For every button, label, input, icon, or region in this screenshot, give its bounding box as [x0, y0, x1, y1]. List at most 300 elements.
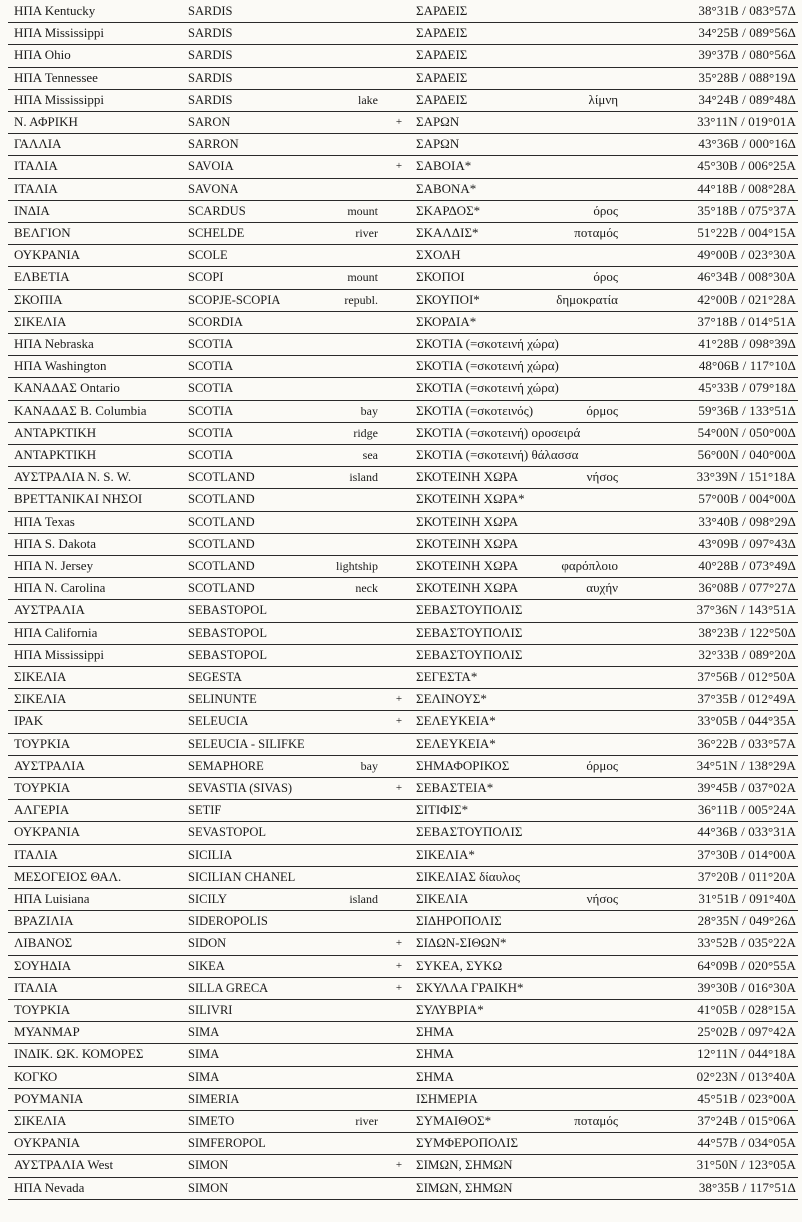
greek-name-cell: ΣΚΟΠΟΙ	[416, 269, 465, 285]
table-row	[8, 422, 798, 445]
coordinates-cell: 36°08Β / 077°27Δ	[698, 580, 796, 596]
feature-type-cell: lightship	[335, 559, 378, 573]
place-name-cell: SCOTIA	[188, 337, 234, 351]
table-row	[8, 1110, 798, 1133]
greek-name-cell: ΣΕΒΑΣΤΟΥΠΟΛΙΣ	[416, 646, 523, 662]
country-cell: ΙΡΑΚ	[14, 713, 44, 729]
place-name-cell: SARDIS	[188, 4, 233, 18]
greek-name-cell: ΣΗΜΑΦΟΡΙΚΟΣ	[416, 757, 510, 773]
country-cell: ΑΥΣΤΡΑΛΙΑ N. S. W.	[14, 469, 132, 485]
country-cell: ΟΥΚΡΑΝΙΑ	[14, 247, 81, 263]
place-name-cell: SCOTIA	[188, 448, 234, 462]
feature-type-cell: bay	[360, 403, 378, 418]
table-row	[8, 755, 798, 778]
coordinates-cell: 33°52Β / 035°22Α	[697, 935, 796, 951]
table-row	[8, 377, 798, 400]
place-name-cell: SCOTLAND	[188, 581, 255, 596]
coordinates-cell: 46°34Β / 008°30Α	[697, 269, 796, 285]
greek-name-cell: ΣΚΟΤΕΙΝΗ ΧΩΡΑ	[416, 469, 519, 485]
feature-type-cell: neck	[355, 581, 378, 596]
greek-name-cell: ΣΕΛΕΥΚΕΙΑ*	[416, 713, 496, 729]
greek-name-cell: ΣΑΡΩΝ	[416, 136, 460, 152]
table-row	[8, 1066, 798, 1089]
country-cell: ΙΤΑΛΙΑ	[14, 158, 58, 174]
coordinates-cell: 44°57Β / 034°05Α	[697, 1135, 796, 1151]
coordinates-cell: 59°36Β / 133°51Δ	[698, 402, 796, 418]
country-cell: ΤΟΥΡΚΙΑ	[14, 735, 71, 751]
table-row	[8, 155, 798, 178]
coordinates-cell: 36°11Β / 005°24Α	[697, 802, 796, 818]
coordinates-cell: 45°33Β / 079°18Δ	[698, 380, 796, 396]
coordinates-cell: 35°28Β / 088°19Δ	[698, 69, 796, 85]
greek-feature-cell: λίμνη	[588, 91, 618, 107]
table-row	[8, 488, 798, 511]
country-cell: ΗΠΑ Texas	[14, 513, 75, 529]
table-row	[8, 844, 798, 867]
coordinates-cell: 37°36Ν / 143°51Α	[696, 602, 796, 618]
ancient-marker: +	[395, 693, 403, 706]
greek-name-cell: ΣΚΟΤΕΙΝΗ ΧΩΡΑ	[416, 558, 519, 573]
place-name-cell: SIMON	[188, 1158, 229, 1173]
greek-feature-cell: όρμος	[586, 402, 618, 418]
place-name-cell: SIMETO	[188, 1114, 235, 1128]
ancient-marker: +	[395, 981, 403, 994]
place-name-cell: SAVONA	[188, 181, 239, 196]
ancient-marker: +	[395, 715, 403, 728]
place-name-cell: SCORDIA	[188, 314, 243, 329]
place-name-cell: SEBASTOPOL	[188, 625, 267, 640]
place-name-cell: SILLA GRECA	[188, 980, 269, 995]
country-cell: ΤΟΥΡΚΙΑ	[14, 1002, 71, 1017]
place-name-cell: SIMFEROPOL	[188, 1136, 266, 1151]
table-row	[8, 777, 798, 800]
greek-name-cell: ΣΥΜΑΙΘΟΣ*	[416, 1113, 492, 1128]
greek-name-cell: ΣΚΟΤΙΑ (=σκοτεινή) οροσειρά	[416, 424, 581, 440]
place-name-cell: SIMA	[188, 1069, 220, 1084]
greek-name-cell: ΣΚΟΤΙΑ (=σκοτεινή χώρα)	[416, 380, 559, 396]
greek-name-cell: ΣΗΜΑ	[416, 1046, 454, 1062]
greek-name-cell: ΣΑΡΔΕΙΣ	[416, 47, 468, 63]
table-row	[8, 1154, 798, 1177]
country-cell: ΑΝΤΑΡΚΤΙΚΗ	[14, 424, 97, 440]
country-cell: ΒΕΛΓΙΟΝ	[14, 225, 71, 240]
greek-feature-cell: αυχήν	[586, 580, 618, 596]
feature-type-cell: republ.	[344, 292, 378, 307]
coordinates-cell: 39°37Β / 080°56Δ	[698, 47, 796, 63]
place-name-cell: SARDIS	[188, 26, 233, 41]
coordinates-cell: 38°31Β / 083°57Δ	[698, 3, 796, 18]
greek-feature-cell: όρος	[593, 269, 618, 285]
country-cell: ΙΤΑΛΙΑ	[14, 180, 58, 196]
place-name-cell: SCOTLAND	[188, 559, 255, 573]
country-cell: ΗΠΑ Nebraska	[14, 336, 94, 351]
place-name-cell: SCOTLAND	[188, 536, 255, 551]
table-row	[8, 266, 798, 289]
coordinates-cell: 37°30Β / 014°00Α	[697, 846, 796, 862]
coordinates-cell: 12°11Ν / 044°18Α	[697, 1046, 796, 1062]
coordinates-cell: 40°28Β / 073°49Δ	[698, 558, 796, 573]
country-cell: ΗΠΑ Mississippi	[14, 91, 104, 107]
table-row	[8, 400, 798, 423]
greek-feature-cell: όρμος	[586, 757, 618, 773]
coordinates-cell: 54°00Ν / 050°00Δ	[697, 424, 796, 440]
place-name-cell: SIMA	[188, 1047, 220, 1062]
ancient-marker: +	[395, 959, 403, 972]
feature-type-cell: bay	[360, 758, 378, 773]
coordinates-cell: 56°00Ν / 040°00Δ	[697, 447, 796, 462]
greek-name-cell: ΣΑΒΟΙΑ*	[416, 158, 472, 174]
coordinates-cell: 37°24Β / 015°06Α	[697, 1113, 796, 1128]
place-name-cell: SCOTLAND	[188, 470, 255, 485]
country-cell: ΗΠΑ Ohio	[14, 47, 71, 63]
country-cell: ΟΥΚΡΑΝΙΑ	[14, 1135, 81, 1151]
place-name-cell: SCOTIA	[188, 381, 234, 396]
country-cell: Ν. ΑΦΡΙΚΗ	[14, 114, 78, 129]
place-name-cell: SIDEROPOLIS	[188, 914, 268, 929]
country-cell: ΗΠΑ Mississippi	[14, 25, 104, 41]
coordinates-cell: 31°50Ν / 123°05Α	[696, 1157, 796, 1173]
greek-name-cell: ΣΥΚΕΑ, ΣΥΚΩ	[416, 957, 503, 973]
place-name-cell: SCHELDE	[188, 226, 245, 240]
place-name-cell: SEVASTOPOL	[188, 825, 267, 840]
greek-name-cell: ΣΕΒΑΣΤΟΥΠΟΛΙΣ	[416, 824, 523, 840]
place-name-cell: SIKEA	[188, 958, 225, 973]
greek-name-cell: ΣΑΡΔΕΙΣ	[416, 3, 468, 18]
place-name-cell: SCARDUS	[188, 203, 246, 218]
place-name-cell: SARON	[188, 115, 231, 129]
place-name-cell: SARDIS	[188, 48, 233, 63]
coordinates-cell: 44°18Β / 008°28Α	[697, 180, 796, 196]
coordinates-cell: 33°39Ν / 151°18Α	[696, 469, 796, 485]
feature-type-cell: island	[349, 470, 378, 485]
place-name-cell: SCOTIA	[188, 403, 234, 418]
greek-name-cell: ΣΙΜΩΝ, ΣΗΜΩΝ	[416, 1157, 513, 1173]
table-row	[8, 599, 798, 622]
greek-name-cell: ΣΕΛΕΥΚΕΙΑ*	[416, 735, 496, 751]
feature-type-cell: mount	[347, 203, 378, 218]
coordinates-cell: 34°51Ν / 138°29Α	[696, 757, 796, 773]
greek-name-cell: ΣΚΥΛΛΑ ΓΡΑΙΚΗ*	[416, 979, 524, 995]
place-name-cell: SARDIS	[188, 92, 233, 107]
ancient-marker: +	[395, 1159, 403, 1172]
coordinates-cell: 35°18Β / 075°37Α	[697, 202, 796, 218]
country-cell: ΗΠΑ S. Dakota	[14, 535, 96, 551]
table-row	[8, 799, 798, 822]
greek-name-cell: ΣΕΛΙΝΟΥΣ*	[416, 691, 487, 707]
table-row	[8, 999, 798, 1022]
greek-name-cell: ΣΙΚΕΛΙΑ*	[416, 846, 475, 862]
table-row	[8, 200, 798, 223]
table-row	[8, 111, 798, 134]
country-cell: ΡΟΥΜΑΝΙΑ	[14, 1090, 84, 1106]
table-row	[8, 1177, 798, 1200]
greek-name-cell: ΣΕΒΑΣΤΕΙΑ*	[416, 780, 494, 795]
greek-name-cell: ΣΚΟΥΠΟΙ*	[416, 291, 480, 307]
table-row	[8, 511, 798, 534]
coordinates-cell: 51°22Β / 004°15Α	[697, 225, 796, 240]
greek-name-cell: ΣΕΒΑΣΤΟΥΠΟΛΙΣ	[416, 624, 523, 640]
table-row	[8, 577, 798, 600]
place-name-cell: SAVOIA	[188, 159, 234, 174]
greek-name-cell: ΣΙΔΗΡΟΠΟΛΙΣ	[416, 913, 502, 929]
table-row	[8, 932, 798, 955]
place-name-cell: SARDIS	[188, 70, 233, 85]
country-cell: ΤΟΥΡΚΙΑ	[14, 780, 71, 795]
place-name-cell: SEBASTOPOL	[188, 603, 267, 618]
country-cell: ΑΥΣΤΡΑΛΙΑ	[14, 757, 85, 773]
place-name-cell: SARRON	[188, 137, 239, 152]
coordinates-cell: 38°35Β / 117°51Δ	[698, 1179, 796, 1195]
table-row	[8, 244, 798, 267]
greek-name-cell: ΣΚΟΤΙΑ (=σκοτεινή) θάλασσα	[416, 447, 579, 462]
coordinates-cell: 41°28Β / 098°39Δ	[698, 336, 796, 351]
table-row	[8, 688, 798, 711]
greek-feature-cell: δημοκρατία	[556, 291, 618, 307]
greek-name-cell: ΣΑΡΔΕΙΣ	[416, 91, 468, 107]
greek-name-cell: ΣΥΛΥΒΡΙΑ*	[416, 1002, 484, 1017]
coordinates-cell: 33°40Β / 098°29Δ	[698, 513, 796, 529]
country-cell: ΜΕΣΟΓΕΙΟΣ ΘΑΛ.	[14, 868, 122, 884]
table-row	[8, 355, 798, 378]
place-name-cell: SELINUNTE	[188, 692, 257, 707]
country-cell: ΗΠΑ Washington	[14, 358, 107, 374]
country-cell: ΑΛΓΕΡΙΑ	[14, 802, 70, 818]
place-name-cell: SILIVRI	[188, 1003, 233, 1017]
country-cell: ΙΝΔΙΑ	[14, 202, 50, 218]
table-row	[8, 710, 798, 733]
coordinates-cell: 64°09Β / 020°55Α	[697, 957, 796, 973]
greek-name-cell: ΣΚΟΤΙΑ (=σκοτεινή χώρα)	[416, 358, 559, 374]
table-row	[8, 555, 798, 578]
coordinates-cell: 32°33Β / 089°20Δ	[698, 646, 796, 662]
table-row	[8, 533, 798, 556]
country-cell: ΗΠΑ Kentucky	[14, 3, 96, 18]
feature-type-cell: island	[349, 892, 378, 906]
table-row	[8, 311, 798, 334]
place-name-cell: SELEUCIA	[188, 714, 249, 729]
coordinates-cell: 36°22Β / 033°57Α	[697, 735, 796, 751]
greek-name-cell: ΣΚΟΡΔΙΑ*	[416, 313, 477, 329]
country-cell: ΗΠΑ Mississippi	[14, 646, 104, 662]
country-cell: ΕΛΒΕΤΙΑ	[14, 269, 70, 285]
country-cell: ΗΠΑ California	[14, 624, 98, 640]
ancient-marker: +	[395, 116, 403, 128]
greek-name-cell: ΣΕΒΑΣΤΟΥΠΟΛΙΣ	[416, 602, 523, 618]
country-cell: ΗΠΑ Tennessee	[14, 69, 98, 85]
coordinates-cell: 43°36Β / 000°16Δ	[698, 136, 796, 152]
coordinates-cell: 37°20Β / 011°20Α	[697, 868, 796, 884]
place-name-cell: SCOLE	[188, 248, 228, 263]
coordinates-cell: 37°35Β / 012°49Α	[697, 691, 796, 707]
greek-name-cell: ΣΚΟΤΙΑ (=σκοτεινός)	[416, 402, 534, 418]
coordinates-cell: 33°05Β / 044°35Α	[697, 713, 796, 729]
coordinates-cell: 37°56Β / 012°50Α	[697, 669, 796, 684]
country-cell: ΣΚΟΠΙΑ	[14, 291, 63, 307]
country-cell: ΓΑΛΛΙΑ	[14, 136, 62, 152]
coordinates-cell: 31°51Β / 091°40Δ	[698, 891, 796, 906]
table-row	[8, 89, 798, 112]
place-name-cell: SCOTLAND	[188, 514, 255, 529]
greek-name-cell: ΣΙΚΕΛΙΑΣ δίαυλος	[416, 868, 521, 884]
greek-name-cell: ΣΙΜΩΝ, ΣΗΜΩΝ	[416, 1179, 513, 1195]
greek-feature-cell: ποταμός	[574, 225, 618, 240]
greek-name-cell: ΣΗΜΑ	[416, 1068, 454, 1084]
feature-type-cell: ridge	[353, 425, 378, 440]
coordinates-cell: 34°24Β / 089°48Δ	[698, 91, 796, 107]
greek-name-cell: ΣΚΟΤΕΙΝΗ ΧΩΡΑ*	[416, 491, 525, 507]
coordinates-cell: 43°09Β / 097°43Δ	[698, 535, 796, 551]
country-cell: ΣΙΚΕΛΙΑ	[14, 691, 67, 707]
table-row	[8, 1132, 798, 1155]
place-name-cell: SCOTIA	[188, 359, 234, 374]
feature-type-cell: mount	[347, 270, 378, 285]
place-name-cell: SEGESTA	[188, 670, 242, 684]
coordinates-cell: 38°23Β / 122°50Δ	[698, 624, 796, 640]
coordinates-cell: 25°02Β / 097°42Α	[697, 1024, 796, 1040]
table-row	[8, 67, 798, 90]
country-cell: ΙΤΑΛΙΑ	[14, 979, 58, 995]
coordinates-cell: 37°18Β / 014°51Α	[697, 313, 796, 329]
table-row	[8, 22, 798, 45]
greek-name-cell: ΣΚΟΤΕΙΝΗ ΧΩΡΑ	[416, 580, 519, 596]
place-name-cell: SCOTIA	[188, 425, 234, 440]
table-row	[8, 821, 798, 844]
greek-name-cell: ΣΧΟΛΗ	[416, 247, 461, 263]
country-cell: ΑΝΤΑΡΚΤΙΚΗ	[14, 447, 97, 462]
feature-type-cell: lake	[358, 92, 378, 107]
table-row	[8, 977, 798, 1000]
country-cell: ΛΙΒΑΝΟΣ	[14, 935, 73, 951]
country-cell: ΙΤΑΛΙΑ	[14, 846, 58, 862]
place-name-cell: SCOPI	[188, 270, 224, 285]
table-row	[8, 1088, 798, 1111]
greek-name-cell: ΣΙΤΙΦΙΣ*	[416, 802, 469, 818]
country-cell: ΣΙΚΕΛΙΑ	[14, 669, 67, 684]
country-cell: ΣΟΥΗΔΙΑ	[14, 957, 72, 973]
place-name-cell: SICILY	[188, 892, 228, 906]
greek-feature-cell: νήσος	[586, 469, 618, 485]
coordinates-cell: 02°23Ν / 013°40Α	[696, 1068, 796, 1084]
greek-name-cell: ΣΑΡΔΕΙΣ	[416, 69, 468, 85]
country-cell: ΒΡΕΤΤΑΝΙΚΑΙ ΝΗΣΟΙ	[14, 491, 143, 507]
coordinates-cell: 28°35Ν / 049°26Δ	[697, 913, 796, 929]
coordinates-cell: 41°05Β / 028°15Α	[697, 1002, 796, 1017]
feature-type-cell: sea	[362, 448, 378, 462]
greek-name-cell: ΣΚΑΡΔΟΣ*	[416, 202, 481, 218]
coordinates-cell: 33°11Ν / 019°01Α	[697, 114, 796, 129]
country-cell: ΗΠΑ N. Jersey	[14, 558, 94, 573]
feature-type-cell: river	[355, 1114, 378, 1128]
greek-name-cell: ΣΕΓΕΣΤΑ*	[416, 669, 478, 684]
place-name-cell: SICILIAN CHANEL	[188, 869, 296, 884]
ancient-marker: +	[395, 782, 403, 794]
country-cell: ΗΠΑ N. Carolina	[14, 580, 106, 596]
place-name-cell: SELEUCIA - SILIFKE	[188, 736, 305, 751]
coordinates-cell: 42°00Β / 021°28Α	[697, 291, 796, 307]
coordinates-cell: 57°00Β / 004°00Δ	[698, 491, 796, 507]
greek-name-cell: ΣΑΡΔΕΙΣ	[416, 25, 468, 41]
greek-feature-cell: ποταμός	[574, 1113, 618, 1128]
table-row	[8, 622, 798, 645]
greek-name-cell: ΣΚΟΤΕΙΝΗ ΧΩΡΑ	[416, 535, 519, 551]
table-row	[8, 222, 798, 245]
coordinates-cell: 34°25Β / 089°56Δ	[698, 25, 796, 41]
place-name-cell: SIMA	[188, 1025, 220, 1040]
country-cell: ΣΙΚΕΛΙΑ	[14, 313, 67, 329]
place-name-cell: SEVASTIA (SIVAS)	[188, 781, 293, 795]
coordinates-cell: 39°30Β / 016°30Α	[697, 979, 796, 995]
greek-name-cell: ΣΙΔΩΝ-ΣΙΘΩΝ*	[416, 935, 507, 951]
greek-name-cell: ΣΚΟΤΕΙΝΗ ΧΩΡΑ	[416, 513, 519, 529]
place-name-cell: SCOTLAND	[188, 492, 255, 507]
place-name-cell: SEBASTOPOL	[188, 647, 267, 662]
greek-name-cell: ΣΗΜΑ	[416, 1024, 454, 1040]
table-row	[8, 733, 798, 756]
greek-feature-cell: όρος	[593, 202, 618, 218]
country-cell: ΚΟΓΚΟ	[14, 1068, 58, 1084]
coordinates-cell: 48°06Β / 117°10Δ	[698, 358, 796, 374]
table-row	[8, 866, 798, 889]
place-name-cell: SIMERIA	[188, 1091, 240, 1106]
greek-name-cell: ΣΥΜΦΕΡΟΠΟΛΙΣ	[416, 1135, 519, 1151]
greek-name-cell: ΙΣΗΜΕΡΙΑ	[416, 1090, 478, 1106]
place-name-cell: SEMAPHORE	[188, 758, 264, 773]
table-row	[8, 666, 798, 689]
coordinates-cell: 49°00Β / 023°30Α	[697, 247, 796, 263]
table-row	[8, 955, 798, 978]
table-row	[8, 888, 798, 911]
country-cell: ΗΠΑ Nevada	[14, 1179, 85, 1195]
country-cell: ΟΥΚΡΑΝΙΑ	[14, 824, 81, 840]
country-cell: ΑΥΣΤΡΑΛΙΑ West	[14, 1157, 114, 1173]
greek-name-cell: ΣΚΑΛΔΙΣ*	[416, 225, 479, 240]
country-cell: ΑΥΣΤΡΑΛΙΑ	[14, 602, 85, 618]
table-row	[8, 333, 798, 356]
place-name-cell: SIDON	[188, 936, 227, 951]
table-row	[8, 1043, 798, 1066]
coordinates-cell: 45°51Β / 023°00Α	[697, 1090, 796, 1106]
greek-name-cell: ΣΙΚΕΛΙΑ	[416, 891, 469, 906]
table-row	[8, 178, 798, 201]
table-row	[8, 289, 798, 312]
table-row	[8, 44, 798, 67]
country-cell: ΣΙΚΕΛΙΑ	[14, 1113, 67, 1128]
place-name-cell: SETIF	[188, 803, 222, 818]
greek-name-cell: ΣΑΒΟΝΑ*	[416, 180, 477, 196]
country-cell: ΗΠΑ Luisiana	[14, 891, 90, 906]
table-row	[8, 444, 798, 467]
country-cell: ΜΥΑΝΜΑΡ	[14, 1024, 80, 1040]
greek-feature-cell: φαρόπλοιο	[561, 558, 618, 573]
ancient-marker: +	[395, 160, 403, 173]
table-row	[8, 1021, 798, 1044]
table-row	[8, 910, 798, 933]
country-cell: ΚΑΝΑΔΑΣ B. Columbia	[14, 402, 147, 418]
feature-type-cell: river	[355, 226, 378, 240]
greek-name-cell: ΣΚΟΤΙΑ (=σκοτεινή χώρα)	[416, 336, 559, 351]
table-row	[8, 466, 798, 489]
table-row	[8, 644, 798, 667]
place-name-cell: SCOPJE-SCOPIA	[188, 292, 281, 307]
country-cell: ΙΝΔΙΚ. ΩΚ. ΚΟΜΟΡΕΣ	[14, 1046, 144, 1062]
greek-name-cell: ΣΑΡΩΝ	[416, 114, 460, 129]
country-cell: ΒΡΑΖΙΛΙΑ	[14, 913, 74, 929]
ancient-marker: +	[395, 937, 403, 950]
coordinates-cell: 39°45Β / 037°02Α	[697, 780, 796, 795]
country-cell: ΚΑΝΑΔΑΣ Ontario	[14, 380, 120, 396]
greek-feature-cell: νήσος	[586, 891, 618, 906]
coordinates-cell: 44°36Β / 033°31Α	[697, 824, 796, 840]
